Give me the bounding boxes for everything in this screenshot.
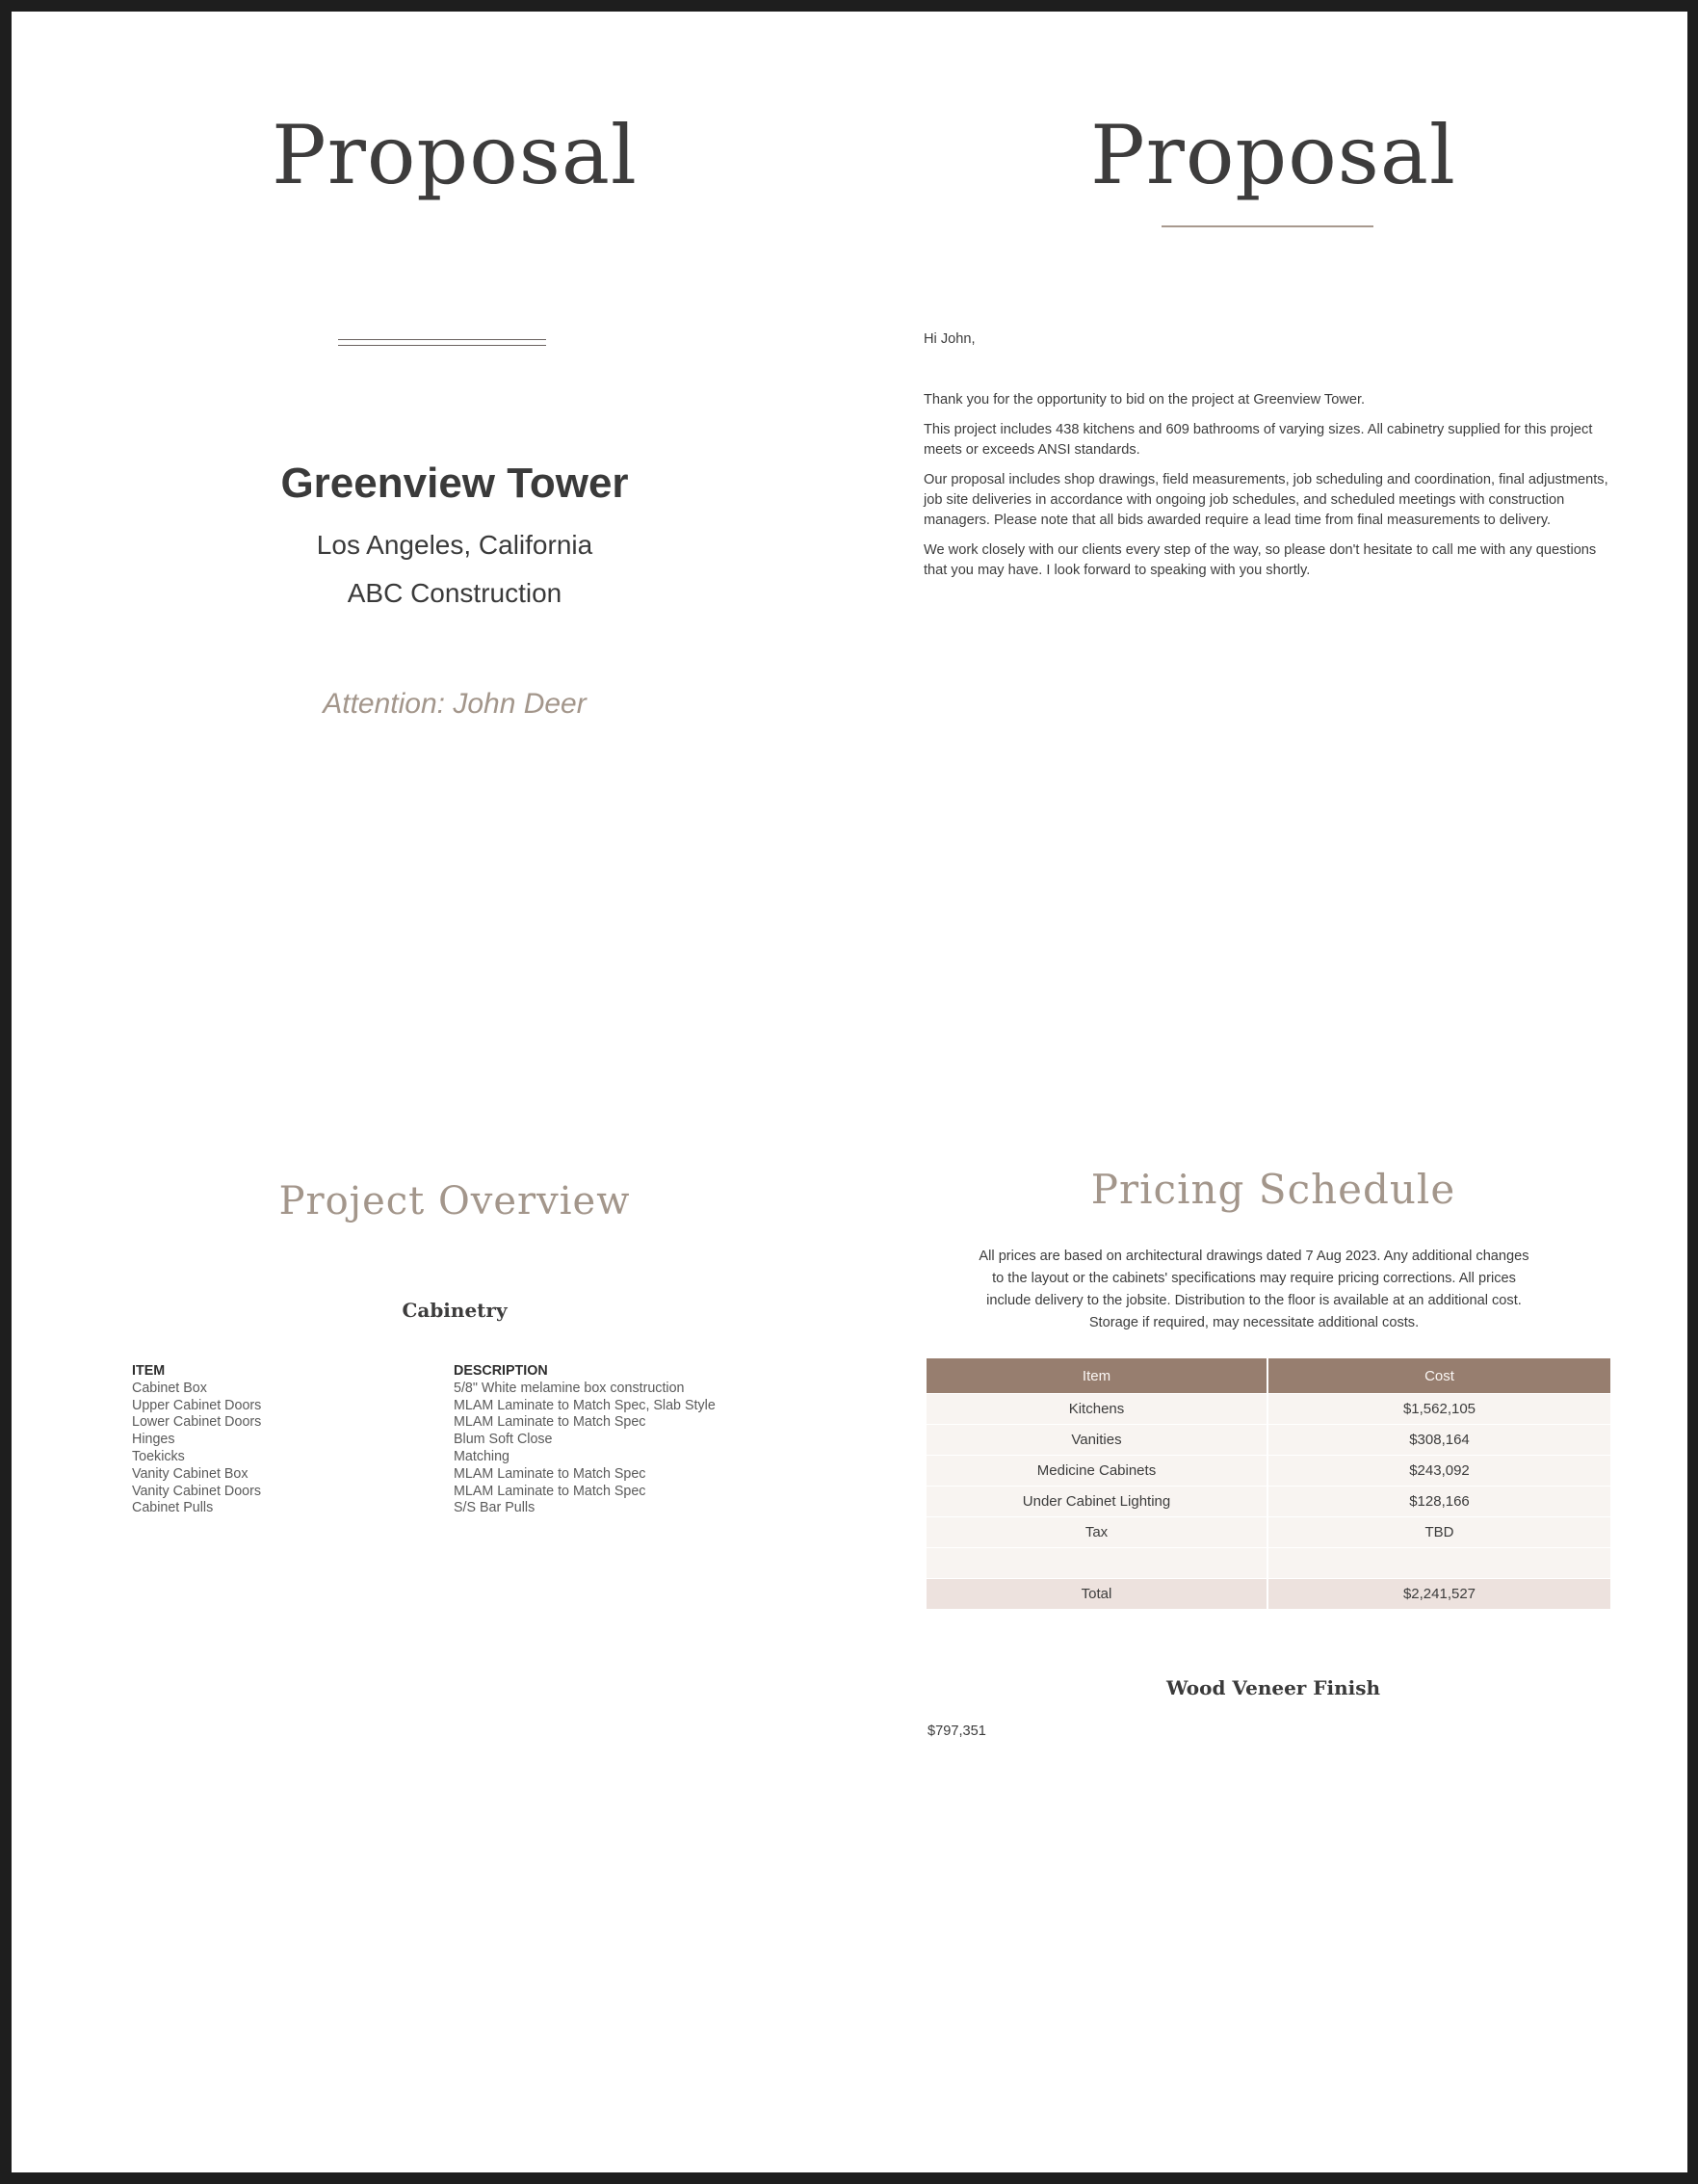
spec-item: Vanity Cabinet Doors bbox=[132, 1483, 262, 1499]
table-row bbox=[927, 1394, 1610, 1425]
project-name: Greenview Tower bbox=[280, 460, 629, 507]
row-item: Vanities bbox=[927, 1425, 1267, 1456]
letter-paragraph: Our proposal includes shop drawings, field measurements, job scheduling and coordination, final adjustments, job site deliveries in accordance with ongoing job schedules, and scheduled meetings with construction managers. Please note that all bids awarded require a lead time from final measurements to delivery. bbox=[924, 472, 1608, 528]
table-row bbox=[927, 1425, 1610, 1456]
spec-item: Toekicks bbox=[132, 1448, 185, 1464]
spec-description: Matching bbox=[454, 1448, 510, 1464]
cover-double-rule bbox=[338, 339, 546, 346]
row-item bbox=[927, 1548, 1267, 1579]
letter-body bbox=[924, 329, 1617, 591]
spec-description: MLAM Laminate to Match Spec, Slab Style bbox=[454, 1397, 716, 1413]
finish-heading: Wood Veneer Finish bbox=[1165, 1676, 1381, 1699]
attention-line: Attention: John Deer bbox=[323, 688, 587, 720]
row-cost: $1,562,105 bbox=[1267, 1394, 1610, 1425]
item-column-header: ITEM bbox=[132, 1363, 166, 1379]
letter-paragraph: This project includes 438 kitchens and 609 bathrooms of varying sizes. All cabinetry supplied for this project meets or exceeds ANSI standards. bbox=[924, 422, 1593, 458]
spec-description-column bbox=[454, 1363, 800, 1517]
column-header-cost: Cost bbox=[1267, 1358, 1610, 1394]
letter-paragraph: We work closely with our clients every step of the way, so please don't hesitate to call me with any questions that you may have. I look forward to speaking with you shortly. bbox=[924, 542, 1597, 578]
pricing-note: All prices are based on architectural drawings dated 7 Aug 2023. Any additional changes to the layout or the cabinets' specifications may require pricing corrections. All prices include delivery to the jobsite. Distribution to the floor is available at an additional cost. Storage if required, may necessitate additional costs. bbox=[979, 1249, 1529, 1330]
pricing-title: Pricing Schedule bbox=[1090, 1166, 1456, 1213]
table-row-empty bbox=[927, 1548, 1610, 1579]
row-cost bbox=[1267, 1548, 1610, 1579]
letter-paragraph: Thank you for the opportunity to bid on the project at Greenview Tower. bbox=[924, 392, 1366, 408]
pricing-table-header-row bbox=[927, 1358, 1610, 1394]
description-column-header: DESCRIPTION bbox=[454, 1363, 548, 1379]
spec-item: Cabinet Box bbox=[132, 1380, 207, 1396]
spec-item: Upper Cabinet Doors bbox=[132, 1397, 262, 1413]
letter-title-rule bbox=[1162, 225, 1373, 227]
letter-greeting: Hi John, bbox=[924, 331, 976, 347]
total-cost: $2,241,527 bbox=[1267, 1579, 1610, 1610]
overview-title: Project Overview bbox=[278, 1179, 631, 1224]
spec-item-column bbox=[132, 1363, 421, 1517]
spec-item: Lower Cabinet Doors bbox=[132, 1414, 262, 1431]
row-cost: $128,166 bbox=[1267, 1487, 1610, 1517]
table-row-total bbox=[927, 1579, 1610, 1610]
spec-description: MLAM Laminate to Match Spec bbox=[454, 1483, 646, 1499]
table-row bbox=[927, 1517, 1610, 1548]
spec-description: MLAM Laminate to Match Spec bbox=[454, 1414, 646, 1431]
row-cost: $308,164 bbox=[1267, 1425, 1610, 1456]
row-item: Medicine Cabinets bbox=[927, 1456, 1267, 1487]
row-cost: $243,092 bbox=[1267, 1456, 1610, 1487]
proposal-document bbox=[12, 12, 1687, 2172]
spec-description: S/S Bar Pulls bbox=[454, 1500, 536, 1516]
spec-description: 5/8" White melamine box construction bbox=[454, 1380, 685, 1396]
column-header-item: Item bbox=[927, 1358, 1267, 1394]
row-item: Kitchens bbox=[927, 1394, 1267, 1425]
row-item: Tax bbox=[927, 1517, 1267, 1548]
table-row bbox=[927, 1487, 1610, 1517]
letter-title: Proposal bbox=[1090, 108, 1456, 202]
cover-title: Proposal bbox=[272, 108, 638, 202]
cabinetry-heading: Cabinetry bbox=[402, 1299, 508, 1322]
spec-description: MLAM Laminate to Match Spec bbox=[454, 1465, 646, 1482]
spec-item: Vanity Cabinet Box bbox=[132, 1465, 248, 1482]
spec-item: Hinges bbox=[132, 1432, 175, 1448]
project-location: Los Angeles, California bbox=[316, 530, 593, 560]
pricing-table bbox=[927, 1358, 1610, 1609]
total-label: Total bbox=[927, 1579, 1267, 1610]
spec-item: Cabinet Pulls bbox=[132, 1500, 214, 1516]
table-row bbox=[927, 1456, 1610, 1487]
row-item: Under Cabinet Lighting bbox=[927, 1487, 1267, 1517]
company-name: ABC Construction bbox=[347, 578, 562, 608]
finish-price: $797,351 bbox=[927, 1724, 986, 1739]
spec-description: Blum Soft Close bbox=[454, 1432, 553, 1448]
row-cost: TBD bbox=[1267, 1517, 1610, 1548]
